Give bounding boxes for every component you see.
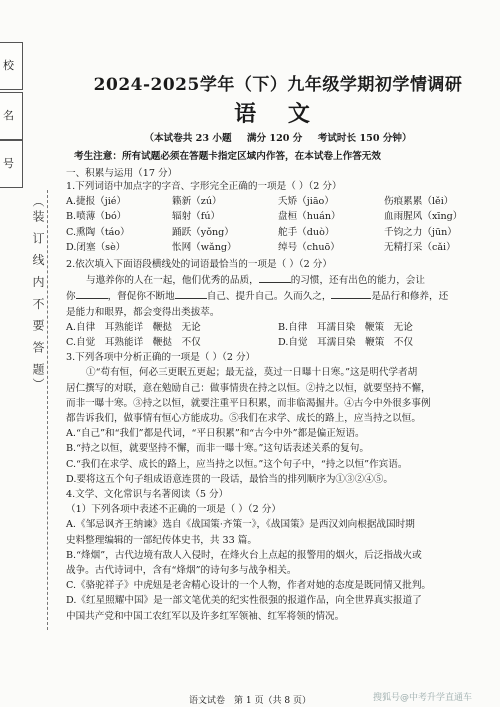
q4-option-b: B.“烽烟”，古代边境有敌人入侵时，在烽火台上点起的报警用的烟火，后泛指战火或 <box>66 549 422 561</box>
page-footer: 语文试卷 第 1 页（共 8 页） <box>189 696 311 706</box>
exam-notice: 考生注意：所有试题必须在答题卡指定区域内作答，在本试卷上作答无效 <box>74 151 381 162</box>
q1-option-row: C.熏陶（táo） 踊跃（yǒng） 舵手（duò） 千钧之力（jūn） <box>66 226 457 238</box>
binding-strip <box>0 0 62 707</box>
binding-box-number: 号 <box>0 140 23 188</box>
question-3-stem: 3.下列各项中分析正确的一项是（ ）（2 分） <box>66 352 256 364</box>
question-2-stem: 2.依次填入下面语段横线处的词语最恰当的一项是（ ）（2 分） <box>66 259 332 271</box>
q2-option-row: A.自律 耳熟能详 鞭挞 无论 B.自律 耳濡目染 鞭策 无论 <box>66 321 413 333</box>
answer-blank <box>331 288 371 299</box>
answer-blank <box>259 272 291 283</box>
q3-option-b: B.“持之以恒，就要坚持不懈，而非一曝十寒。”这句话表述关系的复句。 <box>66 443 369 455</box>
q3-option-d: D.要将这五个句子组成语意连贯的一段话，最恰当的排列顺序为①③②④⑤。 <box>66 473 393 485</box>
q4-sub-question: （1）下列各项中表述不正确的一项是（ ）（2 分） <box>66 504 281 516</box>
q4-option-a-cont: 史料整理编辑的一部纪传体史书，共 33 篇。 <box>66 534 257 546</box>
answer-blank <box>175 288 207 299</box>
subject-title: 语 文 <box>234 101 322 127</box>
q4-option-c: C.《骆驼祥子》中虎妞是老舍精心设计的一个人物，作者对她的态度是既同情又批判。 <box>66 580 432 592</box>
exam-meta: （本试卷共 23 小题 满分 120 分 考试时长 150 分钟） <box>144 133 412 144</box>
q4-option-d-cont: 中国共产党和中国工农红军以及许多红军领袖、红军将领的情况。 <box>66 610 345 622</box>
binding-instruction: （装 订 线 内 不 要 答 题） <box>31 195 45 393</box>
answer-blank <box>76 288 108 299</box>
question-4-stem: 4.文学、文化常识与名著阅读（5 分） <box>66 489 229 501</box>
q2-passage: 你 ，督促你不断地 自己、提升自己。久而久之， 是品行和修养，还 <box>66 288 490 304</box>
q3-passage: 而非一曝十寒。③持之以恒，就要注重平日积累，而非临渴掘井。④古今中外很多事例 <box>66 397 431 409</box>
binding-line <box>47 190 48 630</box>
q1-option-row: D.闭塞（sè） 怅网（wǎng） 绰号（chuō） 无精打采（cǎi） <box>66 241 456 253</box>
source-watermark: 搜狐号@中考升学直通车 <box>373 693 473 703</box>
q3-passage: ①“苟有恒，何必三更眠五更起；最无益，莫过一日曝十日寒。”这是明代学者胡 <box>86 367 418 379</box>
q3-option-a: A.“自己”和“我们”都是代词，“平日积累”和“古今中外”都是偏正短语。 <box>66 428 365 440</box>
q3-passage: 居仁撰写的对联，意在勉励自己：做事情贵在持之以恒。②持之以恒，就要坚持不懈， <box>66 382 431 394</box>
binding-box-school: 校 <box>0 42 23 90</box>
q4-option-a: A.《邹忌讽齐王纳谏》选自《战国策·齐策一》，《战国策》是西汉刘向根据战国时期 <box>66 519 415 531</box>
exam-content <box>66 62 490 624</box>
q3-passage: 都告诉我们，做事情有恒心方能成功。⑤我们在求学、成长的路上，应当持之以恒。 <box>66 413 421 425</box>
q2-option-row: C.自觉 耳熟能详 鞭挞 不仅 D.自觉 耳濡目染 鞭策 不仅 <box>66 337 414 349</box>
q4-option-d: D.《红星照耀中国》是一部文笔优美的纪实性很强的报道作品，向全世界真实报道了 <box>66 595 422 607</box>
section-heading: 一、积累与运用（17 分） <box>66 168 178 179</box>
question-1-stem: 1.下列词语中加点字的字音、字形完全正确的一项是（ ）（2 分） <box>66 181 342 192</box>
q4-option-b-cont: 战争。古代诗词中，含有“烽烟”的诗句多与战争相关。 <box>66 565 297 577</box>
q2-passage: 是能力和眼界，都会变得出类拔萃。 <box>66 306 220 318</box>
q3-option-c: C.“我们在求学、成长的路上，应当持之以恒。”这个句子中，“持之以恒”作宾语。 <box>66 458 408 470</box>
q1-option-row: A.捷报（jié） 籁新（zú） 夭矫（jiāo） 伤痕累累（lěi） <box>66 196 454 208</box>
q1-option-row: B.喷薄（bó） 辐射（fú） 盘桓（huán） 血雨腥风（xīng） <box>66 211 463 223</box>
exam-title: 2024-2025学年（下）九年级学期初学情调研 <box>93 75 463 95</box>
q2-passage: 与遨养你的人在一起，他们优秀的品质， 的习惯，还有出色的能力，会让 <box>66 272 490 288</box>
binding-box-name: 名 <box>0 92 23 140</box>
